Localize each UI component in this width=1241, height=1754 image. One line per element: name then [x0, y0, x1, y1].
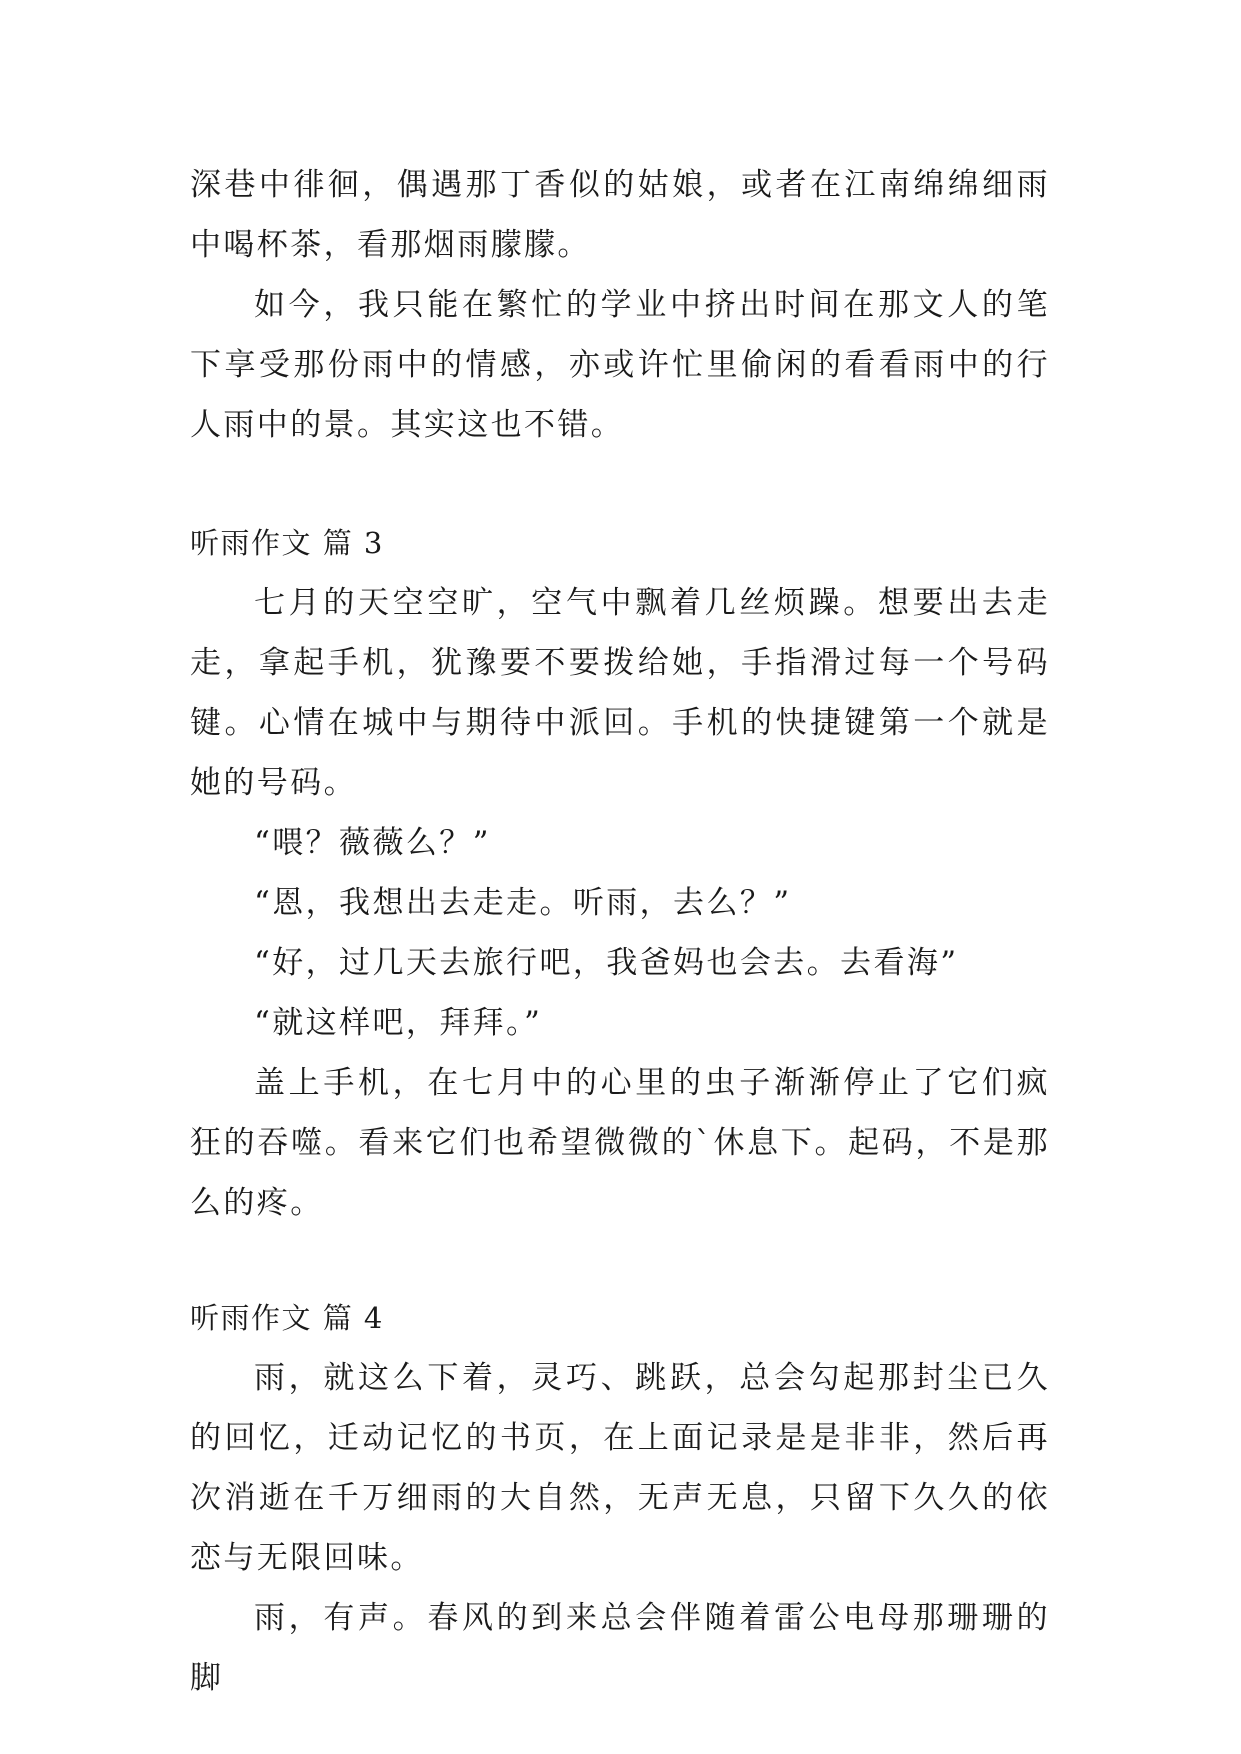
paragraph: 盖上手机，在七月中的心里的虫子渐渐停止了它们疯狂的吞噬。看来它们也希望微微的`休息下。起码，不是那么的疼。: [190, 1065, 1050, 1221]
paragraph: 如今，我只能在繁忙的学业中挤出时间在那文人的笔下享受那份雨中的情感，亦或许忙里偷闲的看看雨中的行人雨中的景。其实这也不错。: [190, 287, 1050, 443]
dialogue-line: “喂？薇薇么？”: [254, 825, 491, 861]
section-heading-3: 听雨作文 篇 3: [190, 526, 384, 560]
document-page: [190, 155, 1050, 1708]
section-heading-4: 听雨作文 篇 4: [190, 1301, 384, 1335]
paragraph: 七月的天空空旷，空气中飘着几丝烦躁。想要出去走走，拿起手机，犹豫要不要拨给她，手指滑过每一个号码键。心情在城中与期待中派回。手机的快捷键第一个就是她的号码。: [190, 585, 1050, 801]
paragraph: 雨，有声。春风的到来总会伴随着雷公电母那珊珊的脚: [190, 1600, 1050, 1696]
paragraph: 雨，就这么下着，灵巧、跳跃，总会勾起那封尘已久的回忆，迁动记忆的书页，在上面记录是是非非，然后再次消逝在千万细雨的大自然，无声无息，只留下久久的依恋与无限回味。: [190, 1360, 1050, 1576]
section-gap: [190, 455, 1050, 513]
dialogue-line: “就这样吧，拜拜。”: [254, 1005, 543, 1041]
dialogue-line: “好，过几天去旅行吧，我爸妈也会去。去看海”: [254, 945, 959, 981]
dialogue-line: “恩，我想出去走走。听雨，去么？”: [254, 885, 792, 921]
section-gap: [190, 1233, 1050, 1288]
paragraph-continued: 深巷中徘徊，偶遇那丁香似的姑娘，或者在江南绵绵细雨中喝杯茶，看那烟雨朦朦。: [190, 167, 1050, 263]
